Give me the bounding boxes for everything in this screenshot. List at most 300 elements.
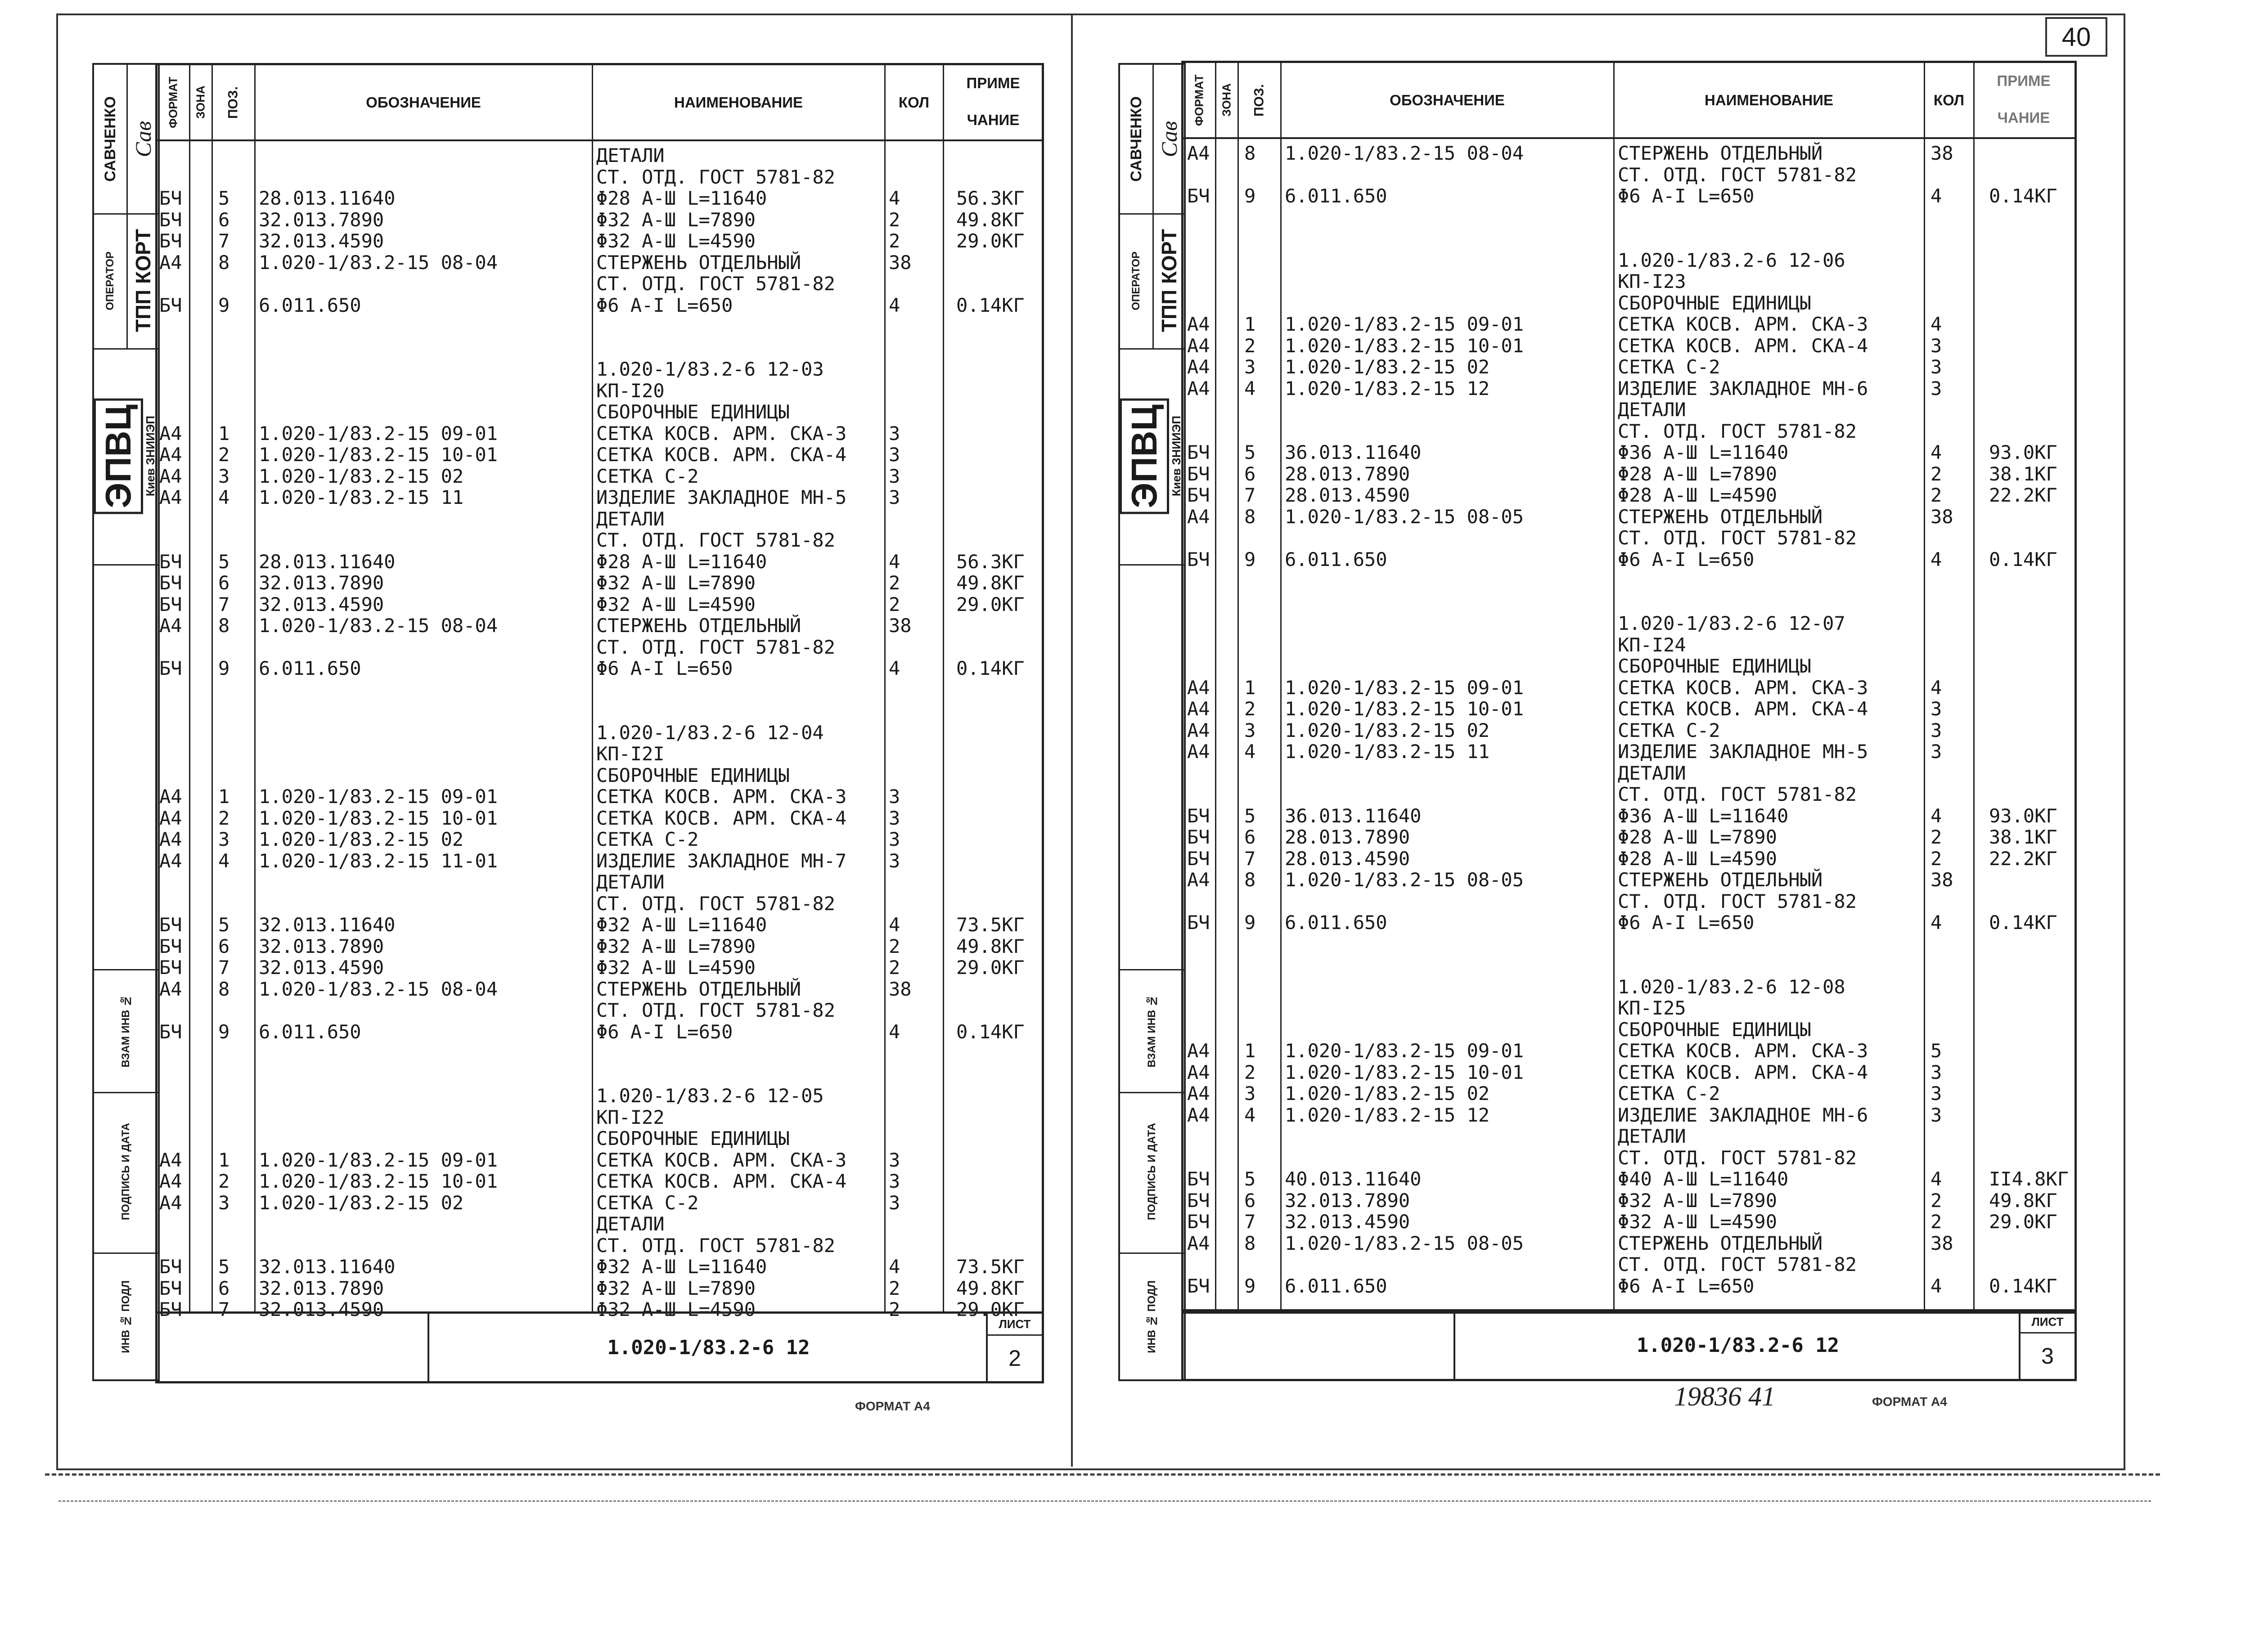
cell-name: СБОРОЧНЫЕ ЕДИНИЦЫ — [1618, 655, 1811, 677]
cell-name: СЕТКА С-2 — [596, 1191, 699, 1214]
cell-name: СТЕРЖЕНЬ ОТДЕЛЬНЫЙ — [1618, 142, 1823, 164]
cell-name: СЕТКА С-2 — [596, 465, 699, 487]
cell-format: А4 — [1187, 1104, 1210, 1126]
cell-pos: 6 — [218, 1277, 230, 1299]
cell-note: 38.1КГ — [1989, 462, 2057, 485]
cell-name: СТ. ОТД. ГОСТ 5781-82 — [1618, 890, 1857, 912]
header-designation: ОБОЗНАЧЕНИЕ — [1390, 91, 1505, 108]
cell-pos: 5 — [218, 914, 230, 936]
cell-designation: 1.020-1/83.2-15 02 — [1285, 719, 1490, 741]
spec-row — [1184, 912, 2074, 933]
cell-format: А4 — [159, 1191, 182, 1214]
cell-name: СТ. ОТД. ГОСТ 5781-82 — [596, 529, 836, 551]
cell-format: БЧ — [159, 1256, 182, 1278]
cell-note: 22.2КГ — [1989, 484, 2057, 506]
stamp-org: ЭПВЦ — [1120, 399, 1169, 514]
cell-note: 29.0КГ — [956, 593, 1025, 615]
spec-row — [158, 1214, 1042, 1235]
stamp-inv-podl: ИНВ № ПОДЛ — [1146, 1280, 1158, 1353]
cell-name: СТ. ОТД. ГОСТ 5781-82 — [1618, 783, 1857, 805]
cell-name: СЕТКА КОСВ. АРМ. СКА-3 — [596, 422, 847, 444]
right-format-note: ФОРМАТ А4 — [1872, 1395, 1947, 1409]
spec-row — [1184, 699, 2074, 719]
cell-designation: 1.020-1/83.2-15 10-01 — [259, 444, 498, 466]
cell-designation: 1.020-1/83.2-15 09-01 — [1285, 676, 1524, 699]
cell-pos: 6 — [1244, 462, 1256, 485]
cell-pos: 1 — [1244, 1040, 1256, 1062]
cell-pos: 9 — [1244, 911, 1256, 934]
cell-note: 0.14КГ — [1989, 185, 2057, 207]
cell-format: А4 — [1187, 1061, 1210, 1083]
cell-name: Φ28 А-Ш L=11640 — [596, 187, 767, 209]
cell-note: 0.14КГ — [956, 1020, 1025, 1043]
spec-row — [158, 1022, 1042, 1042]
cell-pos: 5 — [218, 550, 230, 573]
spec-row — [158, 231, 1042, 251]
cell-name: СТЕРЖЕНЬ ОТДЕЛЬНЫЙ — [1618, 505, 1823, 528]
spec-row — [158, 402, 1042, 422]
cell-format: А4 — [1187, 377, 1210, 400]
header-name: НАИМЕНОВАНИЕ — [1705, 91, 1833, 108]
cell-name: КП-I24 — [1618, 633, 1686, 656]
spec-row — [158, 658, 1042, 679]
spec-row — [1184, 271, 2074, 292]
cell-designation: 1.020-1/83.2-15 12 — [1285, 1104, 1490, 1126]
spec-row — [158, 1278, 1042, 1299]
cell-qty: 5 — [1930, 1040, 1942, 1062]
spec-row — [1184, 1148, 2074, 1168]
cell-name: Φ32 А-Ш L=4590 — [596, 956, 756, 979]
cell-designation: 1.020-1/83.2-15 11-01 — [259, 849, 498, 872]
spec-row — [158, 466, 1042, 487]
cell-format: А4 — [1187, 719, 1210, 741]
spec-row — [158, 872, 1042, 893]
cell-pos: 1 — [1244, 676, 1256, 699]
cell-qty: 3 — [889, 486, 900, 508]
cell-format: БЧ — [159, 657, 182, 679]
cell-format: А4 — [159, 422, 182, 444]
cell-format: БЧ — [159, 935, 182, 957]
header-qty: КОЛ — [1933, 91, 1965, 108]
right-list-box — [2019, 1311, 2074, 1379]
cell-designation: 1.020-1/83.2-15 08-05 — [1285, 1232, 1524, 1254]
cell-designation: 32.013.7890 — [259, 572, 384, 594]
cell-name: Φ36 А-Ш L=11640 — [1618, 804, 1789, 827]
cell-designation: 1.020-1/83.2-15 09-01 — [1285, 313, 1524, 335]
cell-pos: 5 — [1244, 1168, 1256, 1190]
spec-row — [158, 274, 1042, 294]
cell-name: Φ32 А-Ш L=7890 — [596, 1277, 756, 1299]
cell-qty: 4 — [889, 294, 900, 316]
spec-row — [158, 765, 1042, 786]
cell-name: СЕТКА С-2 — [1618, 719, 1720, 741]
spec-row — [1184, 613, 2074, 634]
cell-designation: 1.020-1/83.2-15 02 — [1285, 1082, 1490, 1104]
stamp-operator-name: ТПП КОРТ — [1157, 229, 1181, 332]
spec-row — [1184, 955, 2074, 976]
handwritten-note: 19836 41 — [1674, 1382, 1775, 1411]
cell-name: СТ. ОТД. ГОСТ 5781-82 — [596, 166, 836, 188]
spec-row — [158, 829, 1042, 850]
spec-row — [158, 552, 1042, 572]
cell-name: СТ. ОТД. ГОСТ 5781-82 — [1618, 1253, 1857, 1275]
cell-designation: 32.013.4590 — [1285, 1211, 1410, 1233]
cell-qty: 2 — [889, 208, 900, 231]
cell-pos: 6 — [218, 208, 230, 231]
cell-name: СТ. ОТД. ГОСТ 5781-82 — [596, 636, 836, 658]
cell-name: КП-I20 — [596, 379, 665, 402]
cell-qty: 38 — [1930, 505, 1953, 528]
cell-designation: 28.013.7890 — [1285, 462, 1410, 485]
cell-qty: 3 — [889, 828, 900, 850]
cell-pos: 9 — [218, 1020, 230, 1043]
cell-name: Φ32 А-Ш L=7890 — [596, 572, 756, 594]
cell-qty: 2 — [889, 593, 900, 615]
cell-note: 0.14КГ — [1989, 1275, 2057, 1297]
cell-name: ДЕТАЛИ — [596, 507, 665, 530]
cell-name: СЕТКА КОСВ. АРМ. СКА-4 — [1618, 334, 1868, 357]
spec-row — [1184, 1062, 2074, 1083]
cell-qty: 38 — [889, 978, 912, 1000]
cell-name: ИЗДЕЛИЕ ЗАКЛАДНОЕ МН-5 — [1618, 741, 1868, 763]
cell-name: СЕТКА КОСВ. АРМ. СКА-4 — [596, 807, 847, 829]
cell-qty: 4 — [1930, 804, 1942, 827]
cell-name: Φ28 А-Ш L=4590 — [1618, 484, 1778, 506]
cell-qty: 4 — [889, 914, 900, 936]
cell-pos: 2 — [1244, 1061, 1256, 1083]
cell-format: А4 — [159, 849, 182, 872]
cell-pos: 4 — [1244, 377, 1256, 400]
cell-note: 49.8КГ — [956, 935, 1025, 957]
spec-row — [1184, 1254, 2074, 1275]
cell-designation: 32.013.7890 — [259, 1277, 384, 1299]
spec-row — [1184, 485, 2074, 506]
cell-designation: 6.011.650 — [259, 294, 361, 316]
cell-qty: 3 — [889, 807, 900, 829]
cell-format: БЧ — [1187, 441, 1210, 463]
spec-row — [158, 145, 1042, 166]
cell-name: ИЗДЕЛИЕ ЗАКЛАДНОЕ МН-5 — [596, 486, 847, 508]
cell-format: БЧ — [1187, 1211, 1210, 1233]
stamp-operator-label: ОПЕРАТОР — [1130, 251, 1142, 310]
cell-name: СБОРОЧНЫЕ ЕДИНИЦЫ — [1618, 292, 1811, 314]
cell-pos: 5 — [218, 1256, 230, 1278]
spec-row — [1184, 870, 2074, 890]
cell-qty: 2 — [1930, 1211, 1942, 1233]
spec-row — [1184, 421, 2074, 442]
cell-format: А4 — [159, 1170, 182, 1192]
left-list-number: 2 — [1008, 1346, 1021, 1371]
left-title-block — [155, 1311, 1044, 1383]
spec-row — [158, 1171, 1042, 1192]
cell-format: БЧ — [1187, 826, 1210, 848]
cell-name: Φ32 А-Ш L=7890 — [1618, 1189, 1778, 1212]
spec-row — [158, 423, 1042, 444]
spec-row — [158, 1150, 1042, 1171]
cell-name: Φ6 А-I L=650 — [596, 1020, 733, 1043]
spec-row — [158, 509, 1042, 530]
header-note-1: ПРИМЕ — [966, 75, 1020, 91]
spec-row — [158, 680, 1042, 700]
cell-name: СБОРОЧНЫЕ ЕДИНИЦЫ — [596, 1127, 790, 1149]
cell-name: СТ. ОТД. ГОСТ 5781-82 — [1618, 420, 1857, 442]
cell-name: 1.020-1/83.2-6 12-03 — [596, 358, 824, 380]
cell-designation: 1.020-1/83.2-15 09-01 — [1285, 1040, 1524, 1062]
cell-name: Φ32 А-Ш L=7890 — [596, 208, 756, 231]
cell-note: 49.8КГ — [1989, 1189, 2057, 1212]
cell-note: 49.8КГ — [956, 208, 1025, 231]
spec-row — [1184, 1083, 2074, 1104]
cell-pos: 1 — [218, 422, 230, 444]
spec-row — [1184, 827, 2074, 848]
left-doc-code: 1.020-1/83.2-6 12 — [607, 1336, 810, 1359]
cell-name: СБОРОЧНЫЕ ЕДИНИЦЫ — [1618, 1018, 1811, 1041]
cell-designation: 1.020-1/83.2-15 08-05 — [1285, 869, 1524, 891]
page-number: 40 — [2045, 17, 2107, 57]
cell-designation: 1.020-1/83.2-15 08-04 — [259, 251, 498, 274]
cell-format: А4 — [1187, 676, 1210, 699]
cell-qty: 3 — [1930, 698, 1942, 720]
spec-row — [158, 316, 1042, 337]
cell-pos: 6 — [1244, 1189, 1256, 1212]
header-note-1: ПРИМЕ — [1997, 72, 2051, 89]
cell-note: 22.2КГ — [1989, 847, 2057, 870]
spec-row — [1184, 229, 2074, 249]
spec-row — [158, 487, 1042, 508]
cell-pos: 6 — [1244, 826, 1256, 848]
cell-qty: 38 — [1930, 1232, 1953, 1254]
cell-name: СЕТКА КОСВ. АРМ. СКА-4 — [596, 444, 847, 466]
cell-name: Φ32 А-Ш L=11640 — [596, 914, 767, 936]
cell-designation: 1.020-1/83.2-15 08-05 — [1285, 505, 1524, 528]
cell-designation: 6.011.650 — [259, 1020, 361, 1043]
cell-qty: 2 — [889, 572, 900, 594]
cell-qty: 4 — [1930, 1275, 1942, 1297]
cell-qty: 2 — [1930, 826, 1942, 848]
cell-format: А4 — [1187, 1232, 1210, 1254]
cell-qty: 2 — [889, 230, 900, 252]
cell-designation: 32.013.7890 — [1285, 1189, 1410, 1212]
cell-format: А4 — [1187, 1082, 1210, 1104]
cell-designation: 28.013.11640 — [259, 187, 396, 209]
cell-name: Φ28 А-Ш L=7890 — [1618, 826, 1778, 848]
cell-pos: 3 — [1244, 719, 1256, 741]
spec-row — [1184, 1105, 2074, 1126]
cell-qty: 3 — [1930, 719, 1942, 741]
cell-pos: 5 — [1244, 804, 1256, 827]
cell-name: Φ6 А-I L=650 — [1618, 548, 1755, 570]
spec-row — [1184, 442, 2074, 463]
spec-row — [1184, 741, 2074, 762]
cell-qty: 4 — [1930, 911, 1942, 934]
cell-designation: 1.020-1/83.2-15 10-01 — [1285, 698, 1524, 720]
stamp-vzam-inv: ВЗАМ ИНВ № — [1146, 995, 1158, 1068]
spec-row — [158, 744, 1042, 764]
cut-line-secondary — [58, 1500, 2151, 1502]
cell-note: 73.5КГ — [956, 1256, 1025, 1278]
cell-pos: 7 — [218, 593, 230, 615]
cell-designation: 1.020-1/83.2-15 09-01 — [259, 422, 498, 444]
cell-designation: 1.020-1/83.2-15 08-04 — [1285, 142, 1524, 164]
cell-name: СЕТКА С-2 — [596, 828, 699, 850]
cell-pos: 7 — [1244, 484, 1256, 506]
spec-row — [158, 338, 1042, 359]
cell-name: Φ6 А-I L=650 — [1618, 911, 1755, 934]
header-format: ФОРМАТ — [166, 76, 180, 128]
cell-qty: 3 — [889, 1170, 900, 1192]
cell-pos: 4 — [218, 849, 230, 872]
cell-format: БЧ — [159, 914, 182, 936]
spec-row — [1184, 848, 2074, 869]
stamp-operator-name: ТПП КОРТ — [131, 229, 155, 332]
spec-row — [1184, 1126, 2074, 1147]
cell-note: 56.3КГ — [956, 187, 1025, 209]
spec-row — [158, 957, 1042, 978]
cell-name: СЕТКА КОСВ. АРМ. СКА-3 — [596, 786, 847, 808]
cell-designation: 36.013.11640 — [1285, 804, 1422, 827]
cell-format: БЧ — [1187, 1189, 1210, 1212]
spec-row — [158, 573, 1042, 593]
stamp-org-sub: Киев ЗНИИЭП — [1169, 416, 1183, 497]
stamp-operator-label: ОПЕРАТОР — [104, 251, 116, 310]
cell-name: Φ32 А-Ш L=4590 — [1618, 1211, 1778, 1233]
cell-qty: 3 — [1930, 1104, 1942, 1126]
spec-row — [1184, 507, 2074, 527]
cell-qty: 4 — [889, 550, 900, 573]
cell-pos: 3 — [1244, 356, 1256, 378]
cell-designation: 32.013.7890 — [259, 935, 384, 957]
spec-row — [158, 808, 1042, 829]
cell-pos: 5 — [218, 187, 230, 209]
sheet-divider — [1071, 13, 1073, 1467]
stamp-vzam-cell — [94, 969, 158, 1093]
stamp-sign-date: ПОДПИСЬ И ДАТА — [1146, 1122, 1158, 1221]
spec-row — [158, 295, 1042, 316]
spec-row — [1184, 549, 2074, 570]
spec-row — [1184, 570, 2074, 591]
spec-row — [158, 615, 1042, 636]
spec-row — [1184, 592, 2074, 613]
cell-designation: 1.020-1/83.2-15 10-01 — [1285, 334, 1524, 357]
cell-note: 49.8КГ — [956, 572, 1025, 594]
stamp-name-cell — [94, 65, 158, 215]
cell-designation: 6.011.650 — [1285, 548, 1387, 570]
stamp-operator-cell — [94, 213, 158, 350]
header-zone: ЗОНА — [1220, 83, 1233, 117]
cell-designation: 32.013.11640 — [259, 914, 396, 936]
cell-name: СТ. ОТД. ГОСТ 5781-82 — [596, 1234, 836, 1257]
cell-name: Φ32 А-Ш L=4590 — [596, 1298, 756, 1320]
cell-qty: 4 — [1930, 548, 1942, 570]
cell-designation: 1.020-1/83.2-15 02 — [259, 828, 464, 850]
cell-qty: 2 — [1930, 484, 1942, 506]
cell-name: Φ28 А-Ш L=7890 — [1618, 462, 1778, 485]
spec-row — [158, 381, 1042, 401]
cell-name: ДЕТАЛИ — [596, 1213, 665, 1235]
stamp-inv-cell — [94, 1252, 158, 1381]
cell-note: 29.0КГ — [956, 956, 1025, 979]
cell-qty: 4 — [1930, 1168, 1942, 1190]
cell-name: ИЗДЕЛИЕ ЗАКЛАДНОЕ МН-6 — [1618, 1104, 1868, 1126]
cell-format: БЧ — [1187, 548, 1210, 570]
cell-pos: 2 — [218, 1170, 230, 1192]
left-format-note: ФОРМАТ А4 — [855, 1399, 930, 1413]
cell-name: 1.020-1/83.2-6 12-04 — [596, 721, 824, 744]
cell-designation: 1.020-1/83.2-15 09-01 — [259, 786, 498, 808]
cell-designation: 32.013.4590 — [259, 956, 384, 979]
cell-format: БЧ — [159, 187, 182, 209]
cell-qty: 4 — [1930, 185, 1942, 207]
cell-format: БЧ — [1187, 911, 1210, 934]
cell-name: СТ. ОТД. ГОСТ 5781-82 — [596, 273, 836, 295]
cell-format: А4 — [1187, 869, 1210, 891]
stamp-vzam-inv: ВЗАМ ИНВ № — [120, 995, 132, 1068]
cell-designation: 28.013.7890 — [1285, 826, 1410, 848]
cell-pos: 3 — [1244, 1082, 1256, 1104]
cell-designation: 1.020-1/83.2-15 08-04 — [259, 615, 498, 637]
cell-note: II4.8КГ — [1989, 1168, 2069, 1190]
spec-row — [1184, 1233, 2074, 1254]
cell-designation: 1.020-1/83.2-15 10-01 — [259, 1170, 498, 1192]
cell-qty: 3 — [889, 1149, 900, 1171]
stamp-org-sub: Киев ЗНИИЭП — [143, 416, 157, 497]
cell-pos: 4 — [1244, 1104, 1256, 1126]
spec-row — [1184, 1190, 2074, 1211]
cell-qty: 4 — [889, 1256, 900, 1278]
header-zone: ЗОНА — [194, 85, 207, 119]
spec-row — [158, 188, 1042, 209]
spec-row — [158, 851, 1042, 871]
cell-format: БЧ — [1187, 804, 1210, 827]
cell-format: БЧ — [1187, 847, 1210, 870]
cell-pos: 8 — [218, 978, 230, 1000]
spec-row — [1184, 464, 2074, 485]
spec-row — [1184, 357, 2074, 377]
cell-designation: 28.013.11640 — [259, 550, 396, 573]
spec-row — [158, 444, 1042, 465]
cell-qty: 2 — [889, 1277, 900, 1299]
cell-name: СЕТКА КОСВ. АРМ. СКА-3 — [596, 1149, 847, 1171]
stamp-sign-date: ПОДПИСЬ И ДАТА — [120, 1122, 132, 1221]
cell-designation: 40.013.11640 — [1285, 1168, 1422, 1190]
cell-pos: 8 — [1244, 1232, 1256, 1254]
cell-name: СТ. ОТД. ГОСТ 5781-82 — [1618, 527, 1857, 549]
cell-designation: 1.020-1/83.2-15 12 — [1285, 377, 1490, 400]
cell-note: 29.0КГ — [956, 230, 1025, 252]
spec-row — [158, 252, 1042, 273]
cell-name: СЕТКА КОСВ. АРМ. СКА-4 — [1618, 1061, 1868, 1083]
cell-qty: 3 — [1930, 741, 1942, 763]
cell-note: 29.0КГ — [1989, 1211, 2057, 1233]
cell-qty: 3 — [1930, 334, 1942, 357]
spec-row — [1184, 250, 2074, 271]
cell-name: Φ28 А-Ш L=4590 — [1618, 847, 1778, 870]
cell-pos: 5 — [1244, 441, 1256, 463]
cell-name: СЕТКА КОСВ. АРМ. СКА-4 — [1618, 698, 1868, 720]
cell-note: 38.1КГ — [1989, 826, 2057, 848]
cell-designation: 32.013.11640 — [259, 1256, 396, 1278]
cell-format: А4 — [1187, 334, 1210, 357]
spec-row — [158, 359, 1042, 380]
spec-row — [1184, 784, 2074, 805]
spec-row — [1184, 1276, 2074, 1297]
cell-format: А4 — [1187, 142, 1210, 164]
cell-format: БЧ — [159, 294, 182, 316]
spec-row — [158, 1257, 1042, 1277]
cell-note: 29.0КГ — [956, 1298, 1025, 1320]
spec-row — [158, 936, 1042, 957]
cell-designation: 1.020-1/83.2-15 02 — [259, 465, 464, 487]
